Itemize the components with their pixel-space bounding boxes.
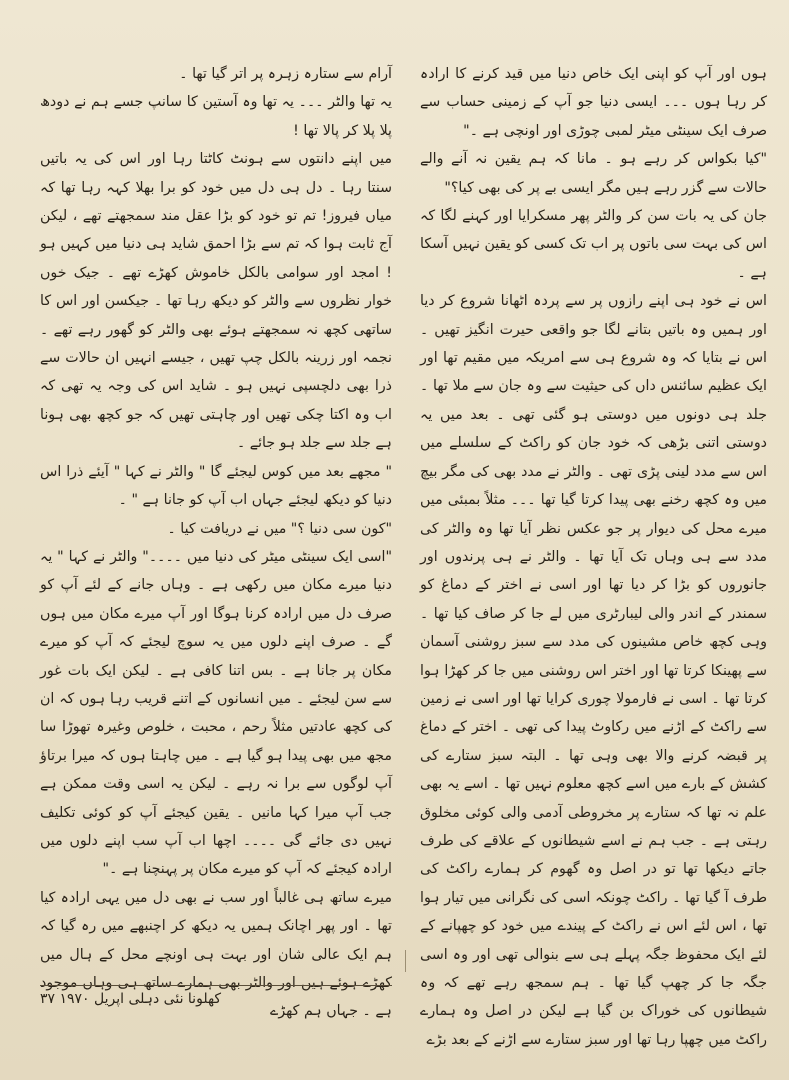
footer-text: کھلونا نئی دہلی اپریل ۱۹۷۰ ۳۷ (40, 991, 222, 1007)
right-text-column (420, 60, 767, 1048)
column-divider (405, 950, 406, 972)
page-footer (40, 985, 392, 1012)
left-column-text: آرام سے ستارہ زہرہ پر اتر گیا تھا ۔ یہ تھا والٹر ۔۔۔ یہ تھا وہ آستین کا سانپ جسے ہم نے دودھ پلا پلا کر پالا تھا ! میں اپنے دانتوں سے ہونٹ کاٹتا رہا اور اس کی یہ باتیں سنتا رہا ۔ دل ہی دل میں خود کو برا بھلا کہہ رہا تھا کہ میاں فیروز! تم تو خود کو بڑا عقل مند سمجھتے تھے ، لیکن آج ثابت ہوا کہ تم سے بڑا احمق شاید ہی دنیا میں کہیں ہو ! امجد اور سوامی بالکل خاموش کھڑے تھے ۔ جیک خوں خوار نظروں سے والٹر کو دیکھ رہا تھا ۔ جیکسن اور اس کا ساتھی کچھ نہ سمجھتے ہوئے بھی والٹر کو گھور رہے تھے ۔ نجمہ اور زرینہ بالکل چپ تھیں ، جیسے انہیں ان حالات سے ذرا بھی دلچسپی نہیں ہو ۔ شاید اس کی وجہ یہ تھی کہ اب وہ اکتا چکی تھیں اور چاہتی تھیں کہ جو کچھ بھی ہونا ہے جلد سے جلد ہو جائے ۔ " مجھے بعد میں کوس لیجئے گا " والٹر نے کہا " آیئے ذرا اس دنیا کو دیکھ لیجئے جہاں اب آپ کو جانا ہے " ۔ "کون سی دنیا ؟" میں نے دریافت کیا ۔ "اسی ایک سینٹی میٹر کی دنیا میں ۔۔۔۔" والٹر نے کہا " یہ دنیا میرے مکان میں رکھی ہے ۔ وہاں جانے کے لئے آپ کو صرف دل میں ارادہ کرنا ہوگا اور آپ میرے مکان میں ہوں گے ۔ صرف اپنے دلوں میں یہ سوچ لیجئے کہ آپ کو میرے مکان پر جانا ہے ۔ بس اتنا کافی ہے ۔ لیکن ایک بات غور سے سن لیجئے ۔ میں انسانوں کے اتنے قریب رہا ہوں کہ ان کی کچھ عادتیں مثلاً رحم ، محبت ، خلوص وغیرہ تھوڑا سا مجھ میں بھی پیدا ہو گیا ہے ۔ میں چاہتا ہوں کہ میرا برتاؤ آپ لوگوں سے برا نہ رہے ۔ لیکن یہ اسی وقت ممکن ہے جب آپ میرا کہا مانیں ۔ یقین کیجئے آپ کو کوئی تکلیف نہیں دی جائے گی ۔۔۔۔ اچھا اب آپ سب اپنے دلوں میں ارادہ کیجئے کہ آپ کو میرے مکان پر پہنچنا ہے ۔" میرے ساتھ ہی غالباً اور سب نے بھی دل میں یہی ارادہ کیا تھا ۔ اور پھر اچانک ہمیں یہ دیکھ کر اچنبھے میں رہ گیا کہ ہم ایک عالی شان اور بہت ہی اونچے محل کے ہال میں کھڑے ہوئے ہیں اور والٹر بھی ہمارے ساتھ ہی وہاں موجود ہے ۔ جہاں ہم کھڑے (40, 66, 392, 1020)
right-column-text: ہوں اور آپ کو اپنی ایک خاص دنیا میں قید کرنے کا ارادہ کر رہا ہوں ۔۔۔ ایسی دنیا جو آپ کے زمینی حساب سے صرف ایک سینٹی میٹر لمبی چوڑی اور اونچی ہے ۔" "کیا بکواس کر رہے ہو ۔ مانا کہ ہم یقین نہ آنے والے حالات سے گزر رہے ہیں مگر ایسی بے پر کی بھی کیا؟" جان کی یہ بات سن کر والٹر پھر مسکرایا اور کہنے لگا کہ اس کی بہت سی باتوں پر اب تک کسی کو یقین نہیں آسکا ہے ۔ اس نے خود ہی اپنے رازوں پر سے پردہ اٹھانا شروع کر دیا اور ہمیں وہ باتیں بتانے لگا جو واقعی حیرت انگیز تھیں ۔ اس نے بتایا کہ وہ شروع ہی سے امریکہ میں مقیم تھا اور ایک عظیم سائنس داں کی حیثیت سے وہ جان سے ملا تھا ۔ جلد ہی دونوں میں دوستی ہو گئی تھی ۔ بعد میں یہ دوستی اتنی بڑھی کہ خود جان کو راکٹ کے سلسلے میں اس سے مدد لینی پڑی تھی ۔ والٹر نے مدد بھی کی مگر بیچ میں وہ کچھ رخنے بھی پیدا کرتا گیا تھا ۔۔۔ مثلاً بمبئی میں میرے محل کی دیوار پر جو عکس نظر آیا تھا وہ والٹر کی مدد سے ہی وہاں تک آیا تھا ۔ والٹر نے ہی پرندوں اور جانوروں کو بڑا کر دیا تھا اور اسی نے اختر کے دماغ کو سمندر کے اندر والی لیبارٹری میں لے جا کر صاف کیا تھا ۔ وہی کچھ خاص مشینوں کی مدد سے سبز روشنی آسمان سے پھینکا کرتا تھا اور اختر اس روشنی میں جا کر کھڑا ہوا کرتا تھا ۔ اسی نے فارمولا چوری کرایا تھا اور اسی نے زمین سے راکٹ کے اڑنے میں رکاوٹ پیدا کی تھی ۔ اختر کے دماغ پر قبضہ کرنے والا بھی وہی تھا ۔ البتہ سبز ستارے کی کشش کے بارے میں اسے کچھ معلوم نہیں تھا ۔ اسے یہ بھی علم نہ تھا کہ ستارے پر مخروطی آدمی والی کوئی مخلوق رہتی ہے ۔ جب ہم نے اسے شیطانوں کے علاقے کی طرف جاتے دیکھا تھا تو در اصل وہ گھوم کر ہمارے راکٹ کی طرف آ گیا تھا ۔ راکٹ چونکہ اسی کی نگرانی میں تیار ہوا تھا ، اس لئے اس نے راکٹ کے پیندے میں خود کو چھپانے کے لئے ایک محفوظ جگہ پہلے ہی سے بنوالی تھی اور وہ اسی جگہ جا کر چھپ گیا تھا ۔ ہم سمجھ رہے تھے کہ وہ شیطانوں کی خوراک بن گیا ہے لیکن در اصل وہ ہمارے راکٹ میں چھپا رہا تھا اور سبز ستارے سے اڑنے کے بعد بڑے (420, 66, 767, 1048)
